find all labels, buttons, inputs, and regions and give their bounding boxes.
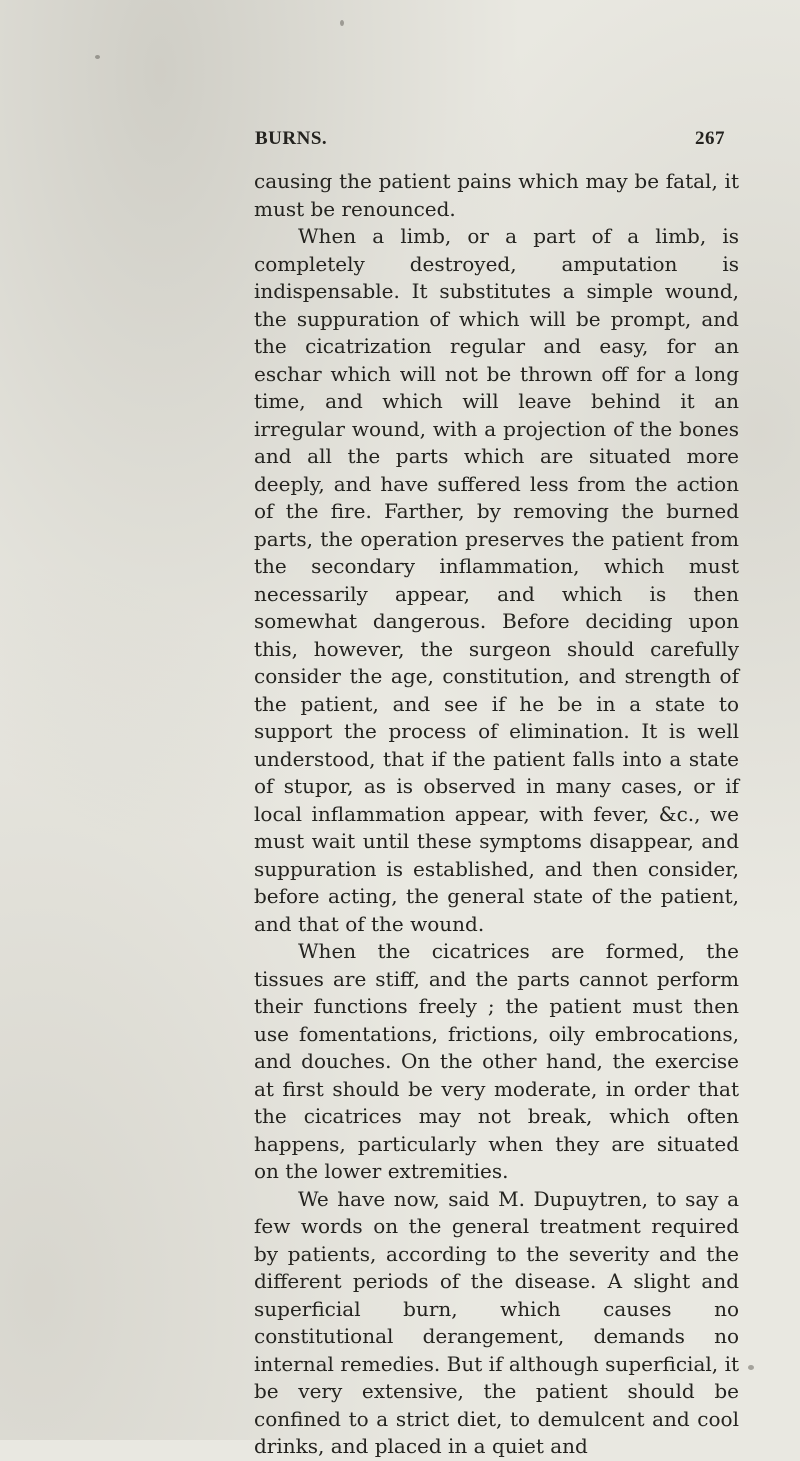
paragraph-cicatrices: When the cicatrices are formed, the tissues are stiff, and the parts cannot perform their functions freely ; the patient must then use fomentations, frictions, oily embrocations, and douches. On the other hand, the exercise at first should be very moderate, in order that the cicatrices may not break, which often happens, particularly when they are situated on the lower extremities. — [254, 939, 739, 1183]
running-head — [255, 128, 725, 158]
body-text — [254, 168, 739, 1461]
paragraph-general-treatment: We have now, said M. Dupuytren, to say a few words on the general treatment required by patients, according to the severity and the different periods of the disease. A slight and superficial burn, which causes no constitutional derangement, demands no internal remedies. But if although superficial, it be very extensive, the patient should be confined to a strict diet, to demulcent and cool drinks, and placed in a quiet and — [254, 1186, 739, 1458]
page-number: 267 — [695, 128, 725, 149]
paper-speck — [340, 20, 344, 26]
paper-speck — [95, 55, 100, 59]
paper-speck — [748, 1365, 754, 1370]
paragraph-amputation: When a limb, or a part of a limb, is completely destroyed, amputation is indispensable. It substitutes a simple wound, the suppuration of which will be prompt, and the cicatrization regular and easy, for an eschar which will not be thrown off for a long time, and which will leave behind it an irregular wound, with a projection of the bones and all the parts which are situated more deeply, and have suffered less from the action of the fire. Farther, by removing the burned parts, the operation preserves the patient from the secondary inflammation, which must necessarily appear, and which is then somewhat dangerous. Before deciding upon this, however, the surgeon should carefully consider the age, constitution, and strength of the patient, and see if he be in a state to support the process of elimination. It is well understood, that if the patient falls into a state of stupor, as is observed in many cases, or if local inflammation appear, with fever, &c., we must wait until these symptoms disappear, and suppuration is established, and then consider, before acting, the general state of the patient, and that of the wound. — [254, 224, 739, 936]
running-title: BURNS. — [255, 128, 328, 149]
paragraph-continuation: causing the patient pains which may be fatal, it must be renounced. — [254, 169, 739, 221]
